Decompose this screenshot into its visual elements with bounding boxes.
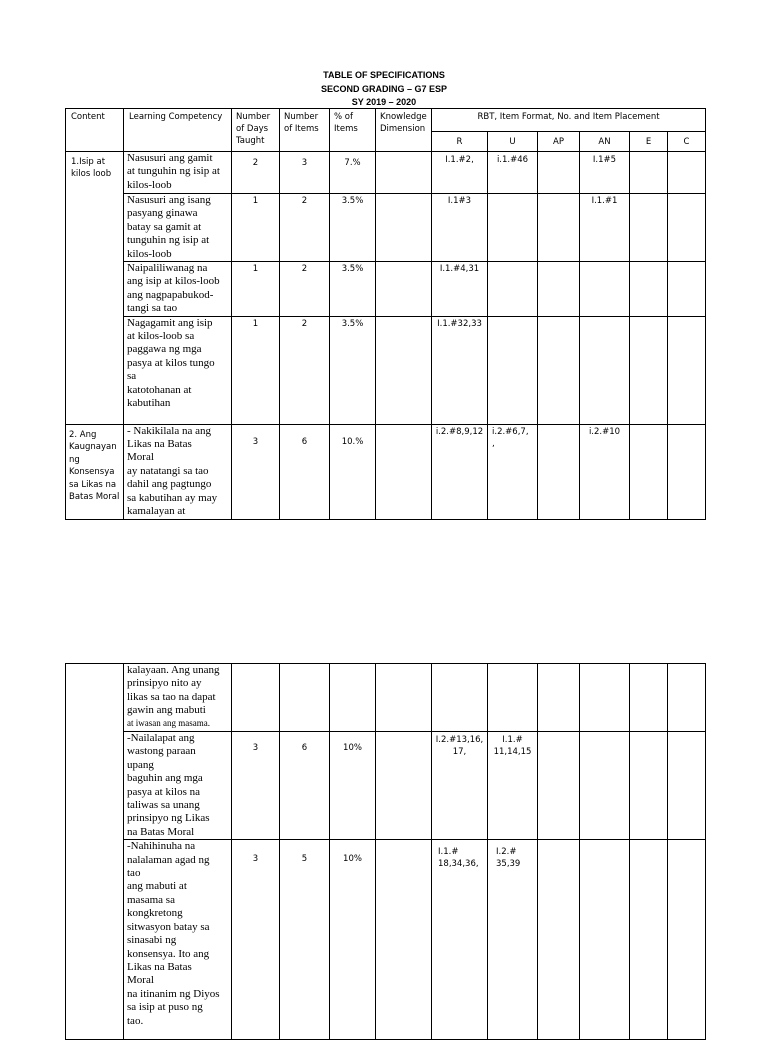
days-cell: 1 xyxy=(232,262,280,317)
competency-cell: Naipaliliwanag na ang isip at kilos-loob ang nagpapabukod- tangi sa tao xyxy=(124,262,232,317)
competency-cell: -Nailalapat ang wastong paraan upang baguhin ang mga pasya at kilos na taliwas sa unang prinsipyo ng Likas na Batas Moral xyxy=(124,732,232,840)
level-c: C xyxy=(668,132,706,152)
e-cell xyxy=(630,664,668,732)
days-cell: 3 xyxy=(232,732,280,840)
e-cell xyxy=(630,316,668,424)
e-cell xyxy=(630,424,668,519)
an-cell: i.2.#10 xyxy=(580,424,630,519)
r-cell: I.1#3 xyxy=(432,194,488,262)
table-row xyxy=(66,732,706,840)
level-u: U xyxy=(488,132,538,152)
header-percent-items: % of Items xyxy=(330,109,376,152)
c-cell xyxy=(668,424,706,519)
document-subtitle: SECOND GRADING – G7 ESP xyxy=(320,84,448,94)
items-cell: 6 xyxy=(280,732,330,840)
r-cell: I.1.#2, xyxy=(432,152,488,194)
an-cell xyxy=(580,262,630,317)
knowledge-cell xyxy=(376,194,432,262)
document-title: TABLE OF SPECIFICATIONS xyxy=(323,70,445,80)
u-cell: i.2.#6,7, , xyxy=(488,424,538,519)
table-row xyxy=(66,152,706,194)
content-cell xyxy=(66,664,124,1040)
items-cell: 5 xyxy=(280,840,330,1040)
ap-cell xyxy=(538,840,580,1040)
ap-cell xyxy=(538,424,580,519)
days-cell: 3 xyxy=(232,840,280,1040)
school-year: SY 2019 – 2020 xyxy=(351,97,417,107)
ap-cell xyxy=(538,152,580,194)
level-e: E xyxy=(630,132,668,152)
percent-cell: 3.5% xyxy=(330,316,376,424)
knowledge-cell xyxy=(376,664,432,732)
ap-cell xyxy=(538,316,580,424)
days-cell: 1 xyxy=(232,316,280,424)
an-cell xyxy=(580,664,630,732)
r-cell: I.2.#13,16, 17, xyxy=(432,732,488,840)
header-rbt: RBT, Item Format, No. and Item Placement xyxy=(432,109,706,132)
items-cell: 3 xyxy=(280,152,330,194)
e-cell xyxy=(630,840,668,1040)
c-cell xyxy=(668,316,706,424)
knowledge-cell xyxy=(376,262,432,317)
percent-cell: 3.5% xyxy=(330,194,376,262)
header-content: Content xyxy=(66,109,124,152)
knowledge-cell xyxy=(376,732,432,840)
c-cell xyxy=(668,840,706,1040)
specification-table xyxy=(65,108,706,520)
table-row xyxy=(66,194,706,262)
c-cell xyxy=(668,732,706,840)
r-cell xyxy=(432,664,488,732)
u-cell: I.1.# 11,14,15 xyxy=(488,732,538,840)
an-cell xyxy=(580,840,630,1040)
percent-cell: 10.% xyxy=(330,424,376,519)
items-cell: 2 xyxy=(280,262,330,317)
percent-cell: 7.% xyxy=(330,152,376,194)
knowledge-cell xyxy=(376,152,432,194)
table-header-row xyxy=(66,109,706,132)
c-cell xyxy=(668,194,706,262)
u-cell: i.1.#46 xyxy=(488,152,538,194)
items-cell: 6 xyxy=(280,424,330,519)
competency-cell: -Nahihinuha na nalalaman agad ng tao ang mabuti at masama sa kongkretong sitwasyon batay sa sinasabi ng konsensya. Ito ang Likas na Batas Moral na itinanim ng Diyos sa isip at puso ng tao. xyxy=(124,840,232,1040)
r-cell: I.1.#4,31 xyxy=(432,262,488,317)
ap-cell xyxy=(538,262,580,317)
header-knowledge-dimension: Knowledge Dimension xyxy=(376,109,432,152)
competency-cell: kalayaan. Ang unang prinsipyo nito ay likas sa tao na dapat gawin ang mabuti at iwasan ang masama. xyxy=(124,664,232,732)
items-cell: 2 xyxy=(280,194,330,262)
u-cell xyxy=(488,664,538,732)
u-cell xyxy=(488,262,538,317)
an-cell: I.1#5 xyxy=(580,152,630,194)
percent-cell: 10% xyxy=(330,732,376,840)
percent-cell: 10% xyxy=(330,840,376,1040)
header-number-of-items: Number of Items xyxy=(280,109,330,152)
u-cell: I.2.# 35,39 xyxy=(488,840,538,1040)
items-cell: 2 xyxy=(280,316,330,424)
table-row xyxy=(66,316,706,424)
level-ap: AP xyxy=(538,132,580,152)
specification-table-continued xyxy=(65,663,706,1040)
u-cell xyxy=(488,194,538,262)
c-cell xyxy=(668,262,706,317)
knowledge-cell xyxy=(376,316,432,424)
ap-cell xyxy=(538,194,580,262)
days-cell: 3 xyxy=(232,424,280,519)
r-cell: I.1.# 18,34,36, xyxy=(432,840,488,1040)
content-cell: 2. Ang Kaugnayan ng Konsensya sa Likas na Batas Moral xyxy=(66,424,124,519)
competency-cell: Nagagamit ang isip at kilos-loob sa paggawa ng mga pasya at kilos tungo sa katotohanan at kabutihan xyxy=(124,316,232,424)
c-cell xyxy=(668,152,706,194)
items-cell xyxy=(280,664,330,732)
r-cell: I.1.#32,33 xyxy=(432,316,488,424)
an-cell xyxy=(580,732,630,840)
e-cell xyxy=(630,194,668,262)
knowledge-cell xyxy=(376,424,432,519)
percent-cell: 3.5% xyxy=(330,262,376,317)
table-row xyxy=(66,664,706,732)
days-cell: 2 xyxy=(232,152,280,194)
ap-cell xyxy=(538,732,580,840)
header-learning-competency: Learning Competency xyxy=(124,109,232,152)
e-cell xyxy=(630,152,668,194)
level-r: R xyxy=(432,132,488,152)
table-row xyxy=(66,840,706,1040)
knowledge-cell xyxy=(376,840,432,1040)
e-cell xyxy=(630,262,668,317)
r-cell: i.2.#8,9,12 xyxy=(432,424,488,519)
percent-cell xyxy=(330,664,376,732)
table-row xyxy=(66,262,706,317)
level-an: AN xyxy=(580,132,630,152)
content-cell: 1.Isip at kilos loob xyxy=(66,152,124,425)
u-cell xyxy=(488,316,538,424)
competency-cell: - Nakikilala na ang Likas na Batas Moral ay natatangi sa tao dahil ang pagtungo sa kabutihan ay may kamalayan at xyxy=(124,424,232,519)
an-cell xyxy=(580,316,630,424)
competency-cell: Nasusuri ang gamit at tunguhin ng isip at kilos-loob xyxy=(124,152,232,194)
competency-cell: Nasusuri ang isang pasyang ginawa batay sa gamit at tunguhin ng isip at kilos-loob xyxy=(124,194,232,262)
ap-cell xyxy=(538,664,580,732)
table-row xyxy=(66,424,706,519)
days-cell xyxy=(232,664,280,732)
e-cell xyxy=(630,732,668,840)
an-cell: I.1.#1 xyxy=(580,194,630,262)
days-cell: 1 xyxy=(232,194,280,262)
c-cell xyxy=(668,664,706,732)
header-days-taught: Number of Days Taught xyxy=(232,109,280,152)
